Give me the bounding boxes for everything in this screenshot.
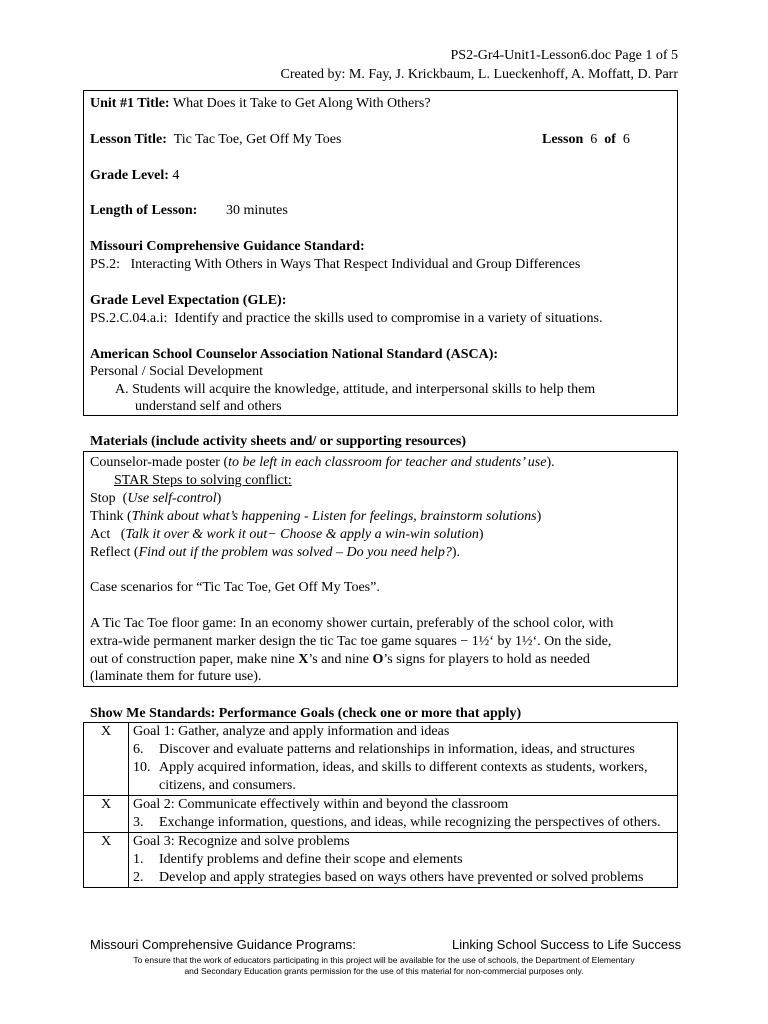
goal-1-check: X	[84, 723, 129, 796]
unit-title-value: What Does it Take to Get Along With Others?	[172, 96, 431, 111]
lesson-number-value: 6	[590, 132, 598, 147]
standards-heading: Show Me Standards: Performance Goals (check one or more that apply)	[90, 706, 522, 721]
goal-1-item	[129, 759, 677, 795]
poster-note: to be left in each classroom for teacher and students’ use	[228, 455, 547, 470]
stop-end: )	[216, 491, 222, 506]
star-stop	[90, 490, 221, 507]
lesson-length	[90, 202, 197, 219]
item-number: 10.	[133, 760, 151, 775]
goal-1-title: Goal 1: Gather, analyze and apply information and ideas	[133, 724, 450, 739]
goal-3-check: X	[84, 833, 129, 888]
goal-2-cell	[129, 796, 678, 833]
poster-end: ).	[546, 455, 555, 470]
unit-title-label: Unit #1 Title:	[90, 96, 170, 111]
item-text: Discover and evaluate patterns and relationships in information, ideas, and structures	[159, 742, 635, 757]
reflect-end: ).	[451, 545, 461, 560]
lesson-length-label: Length of Lesson:	[90, 203, 198, 218]
grade-level-value: 4	[172, 168, 180, 183]
stop-label: Stop (	[90, 491, 128, 506]
floor-game-line2: extra-wide permanent marker design the tic Tac toe game squares − 1½‘ by 1½‘. On the side,	[90, 634, 612, 649]
performance-goals-table	[83, 722, 678, 888]
floor-game-line1: A Tic Tac Toe floor game: In an economy shower curtain, preferably of the school color, with	[90, 616, 614, 631]
goal-row-1	[84, 723, 678, 796]
lesson-of-label: of	[604, 132, 616, 147]
star-steps-heading: STAR Steps to solving conflict:	[114, 473, 292, 488]
item-text: Identify problems and define their scope and elements	[159, 852, 463, 867]
gle-value: PS.2.C.04.a.i: Identify and practice the skills used to compromise in a variety of situations.	[90, 311, 603, 326]
goal-1-item	[129, 741, 677, 759]
act-desc: Talk it over & work it out− Choose & apply a win-win solution	[125, 527, 479, 542]
goal-3-title: Goal 3: Recognize and solve problems	[133, 834, 350, 849]
goal-2-check: X	[84, 796, 129, 833]
floor-game-line3	[90, 651, 590, 668]
lesson-total-value: 6	[622, 132, 630, 147]
footer-slogan: Linking School Success to Life Success	[452, 937, 682, 952]
stop-desc: Use self-control	[127, 491, 217, 506]
think-desc: Think about what’s happening - Listen for feelings, brainstorm solutions	[131, 509, 537, 524]
reflect-label: Reflect (	[90, 545, 139, 560]
goal-row-3	[84, 833, 678, 888]
lesson-number-label: Lesson	[542, 132, 584, 147]
floor-game-line4: (laminate them for future use).	[90, 669, 262, 684]
floor3-text: out of construction paper, make nine	[90, 652, 299, 667]
grade-level-label: Grade Level:	[90, 168, 169, 183]
footer-permission-line1: To ensure that the work of educators participating in this project will be available for the use of schools, the Department of Elementary	[133, 955, 635, 965]
item-text: Apply acquired information, ideas, and skills to different contexts as students, workers, citizens, and consumers.	[159, 760, 648, 793]
floor3-end: ’s signs for players to hold as needed	[383, 652, 590, 667]
document-authors: Created by: M. Fay, J. Krickbaum, L. Lueckenhoff, A. Moffatt, D. Parr	[280, 67, 678, 82]
footer-program: Missouri Comprehensive Guidance Programs:	[90, 937, 356, 952]
star-reflect	[90, 544, 460, 561]
act-label: Act (	[90, 527, 126, 542]
asca-label: American School Counselor Association National Standard (ASCA):	[90, 347, 499, 362]
o-sign: O	[372, 652, 384, 667]
unit-title	[90, 95, 431, 112]
asca-domain: Personal / Social Development	[90, 364, 264, 379]
item-number: 2.	[133, 870, 144, 885]
star-act	[90, 526, 484, 543]
reflect-desc: Find out if the problem was solved – Do you need help?	[138, 545, 452, 560]
item-text: Develop and apply strategies based on ways others have prevented or solved problems	[159, 870, 644, 885]
mcgs-value: PS.2: Interacting With Others in Ways That Respect Individual and Group Differences	[90, 257, 581, 272]
asca-standard-a-line1: A. Students will acquire the knowledge, attitude, and interpersonal skills to help them	[115, 382, 596, 397]
lesson-title	[90, 131, 341, 148]
document-filename-page: PS2-Gr4-Unit1-Lesson6.doc Page 1 of 5	[450, 48, 678, 63]
act-end: )	[478, 527, 484, 542]
item-number: 6.	[133, 742, 144, 757]
lesson-length-value: 30 minutes	[226, 203, 288, 218]
goal-1-cell	[129, 723, 678, 796]
goal-2-item	[129, 814, 677, 832]
goal-3-item	[129, 869, 677, 887]
think-label: Think (	[90, 509, 132, 524]
goal-row-2	[84, 796, 678, 833]
lesson-title-value: Tic Tac Toe, Get Off My Toes	[173, 132, 342, 147]
asca-standard-a-line2: understand self and others	[135, 399, 282, 414]
x-sign: X	[298, 652, 309, 667]
goal-3-cell	[129, 833, 678, 888]
goal-3-item	[129, 851, 677, 869]
item-number: 1.	[133, 852, 144, 867]
item-number: 3.	[133, 815, 144, 830]
case-scenarios: Case scenarios for “Tic Tac Toe, Get Off My Toes”.	[90, 580, 380, 595]
think-end: )	[536, 509, 542, 524]
materials-heading: Materials (include activity sheets and/ or supporting resources)	[90, 434, 467, 449]
floor3-mid: ’s and nine	[308, 652, 373, 667]
item-text: Exchange information, questions, and ideas, while recognizing the perspectives of others.	[159, 815, 661, 830]
poster-text: Counselor-made poster (	[90, 455, 229, 470]
mcgs-label: Missouri Comprehensive Guidance Standard:	[90, 239, 365, 254]
star-think	[90, 508, 541, 525]
materials-poster	[90, 454, 555, 471]
goal-2-title: Goal 2: Communicate effectively within and beyond the classroom	[133, 797, 509, 812]
lesson-title-label: Lesson Title:	[90, 132, 167, 147]
footer-permission-line2: and Secondary Education grants permission for the use of this material for non-commercial purposes only.	[184, 966, 584, 976]
lesson-number	[542, 131, 630, 148]
gle-label: Grade Level Expectation (GLE):	[90, 293, 287, 308]
grade-level	[90, 167, 179, 184]
